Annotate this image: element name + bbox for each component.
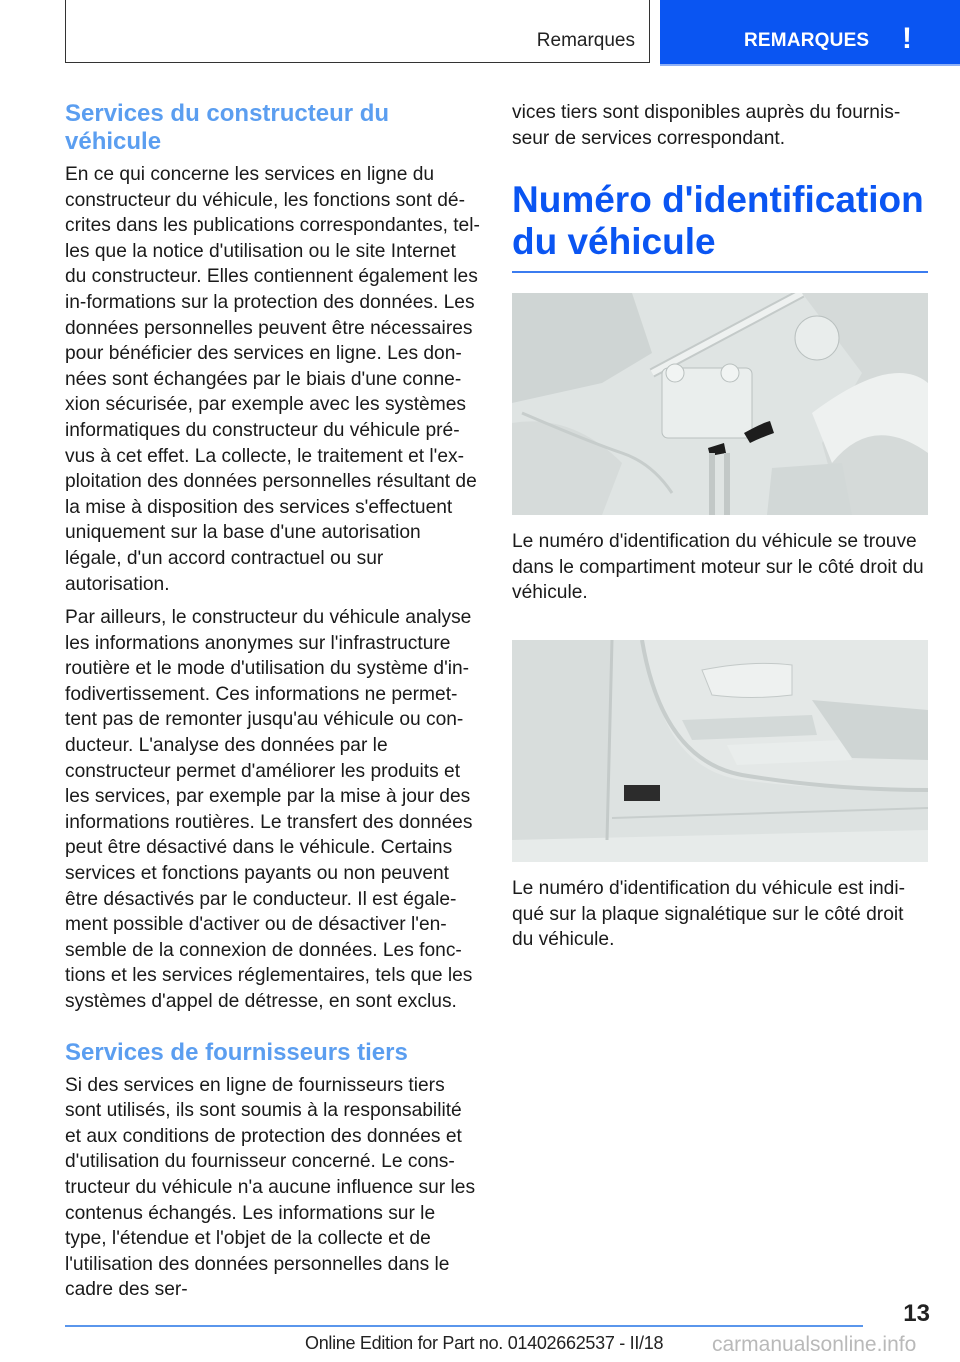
chapter-tab-underline <box>660 64 960 66</box>
door-sill-illustration <box>512 640 928 862</box>
figure-caption: Le numéro d'identification du véhicule se trouve dans le compartiment moteur sur le côté droit du véhicule. <box>512 531 924 604</box>
section-heading-third-party-services: Services de fournisseurs tiers <box>65 1038 408 1066</box>
section-heading-manufacturer-services: Services du constructeur du véhicule <box>65 100 390 155</box>
engine-compartment-illustration <box>512 293 928 515</box>
paragraph: En ce qui concerne les services en ligne du constructeur du véhicule, les fonctions sont dé-crites dans les publications correspondantes, tel-les que la notice d'utilisation ou le site Internet du constructeur. Elles contiennent également les in-formations sur la protection des données. Les données personnelles peuvent être nécessaires pour bénéficier des services en ligne. Les don-nées sont échangées par le biais d'une conne-xion sécurisée, par exemple avec les systèmes informatiques du constructeur du véhicule pré-vus à cet effet. La collecte, le traitement et l'ex-ploitation des données personnelles résultant de la mise à disposition des services s'effectuent uniquement sur la base d'une autorisation légale, d'un accord contractuel ou sur autorisation. <box>65 164 480 595</box>
paragraph: Par ailleurs, le constructeur du véhicule analyse les informations anonymes sur l'infrastructure routière et le mode d'utilisation du système d'in-fodivertissement. Ces informations ne permet-tent pas de remonter jusqu'au véhicule ou con-ducteur. L'analyse des données par le constructeur permet d'améliorer les produits et les services, par exemple par la mise à jour des informations routières. Le transfert des données peut être désactivé dans le véhicule. Certains services et fonctions payants ou non peuvent être désactivés par le conducteur. Il est égale-ment possible d'activer ou de désactiver l'en-semble de la connexion de données. Les fonc-tions et les services réglementaires, tels que les systèmes d'appel de détresse, en sont exclus. <box>65 607 473 1012</box>
engine-compartment-figure <box>512 293 928 515</box>
left-column <box>65 100 481 1311</box>
chapter-tab-label: REMARQUES <box>744 30 870 51</box>
running-header-label: Remarques <box>536 30 635 51</box>
paragraph-continuation: vices tiers sont disponibles auprès du fournis-seur de services correspondant. <box>512 102 901 149</box>
door-sill-figure <box>512 640 928 862</box>
edition-text: Online Edition for Part no. 01402662537 - II/18 <box>305 1333 664 1353</box>
page-number: 13 <box>903 1300 930 1327</box>
running-header-box <box>65 0 650 63</box>
figure-caption: Le numéro d'identification du véhicule est indi-qué sur la plaque signalétique sur le côté droit du véhicule. <box>512 877 905 951</box>
exclamation-icon: ! <box>902 22 912 55</box>
heading-rule <box>512 271 928 273</box>
chapter-heading-vin: Numéro d'identification du véhicule <box>512 179 924 263</box>
right-column <box>512 100 928 987</box>
watermark: carmanualsonline.info <box>712 1333 917 1356</box>
paragraph: Si des services en ligne de fournisseurs tiers sont utilisés, ils sont soumis à la responsabilité et aux conditions de protection des données et d'utilisation du fournisseur concerné. Le cons-tructeur du véhicule n'a aucune influence sur les contenus échangés. Les informations sur le type, l'étendue et l'objet de la collecte et de l'utilisation des données personnelles dans le cadre des ser- <box>65 1074 476 1301</box>
chapter-tab[interactable] <box>660 0 960 64</box>
footer-rule <box>65 1325 863 1327</box>
